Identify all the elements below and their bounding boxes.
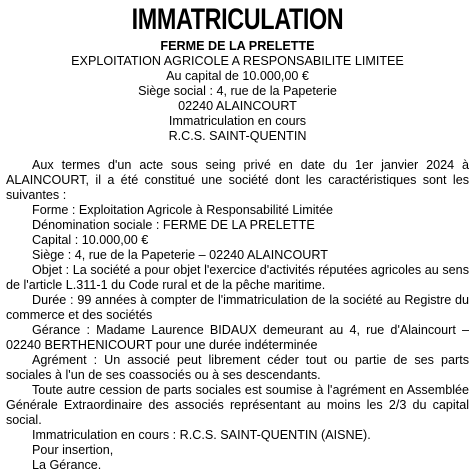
notice-body bbox=[6, 158, 469, 473]
forme-paragraph: Forme : Exploitation Agricole à Responsabilité Limitée bbox=[32, 203, 334, 217]
signature: La Gérance. bbox=[32, 458, 102, 472]
registration-status: Immatriculation en cours bbox=[168, 114, 307, 128]
denomination-paragraph: Dénomination sociale : FERME DE LA PRELETTE bbox=[32, 218, 315, 232]
notice-title: IMMATRICULATION bbox=[131, 3, 344, 36]
company-header bbox=[6, 39, 469, 144]
immatriculation-paragraph: Immatriculation en cours : R.C.S. SAINT-QUENTIN (AISNE). bbox=[32, 428, 371, 442]
objet-paragraph: Objet : La société a pour objet l'exercice d'activités réputées agricoles au sens de l'article L.311-1 du Code rural et de la pêche maritime. bbox=[6, 263, 469, 292]
cession-paragraph: Toute autre cession de parts sociales est soumise à l'agrément en Assemblée Générale Extraordinaire des associés représentant au moins les 2/3 du capital social. bbox=[6, 383, 469, 427]
agrement-paragraph: Agrément : Un associé peut librement céder tout ou partie de ses parts sociales à l'un de ses coassociés ou à ses descendants. bbox=[6, 353, 469, 382]
intro-paragraph: Aux termes d'un acte sous seing privé en date du 1er janvier 2024 à ALAINCOURT, il a été constitué une société dont les caractéristiques sont les suivantes : bbox=[6, 158, 469, 202]
duree-paragraph: Durée : 99 années à compter de l'immatriculation de la société au Registre du commerce et des sociétés bbox=[6, 293, 469, 322]
legal-form: EXPLOITATION AGRICOLE A RESPONSABILITE LIMITEE bbox=[71, 54, 404, 68]
registered-office: Siège social : 4, rue de la Papeterie bbox=[138, 84, 337, 98]
pour-insertion: Pour insertion, bbox=[32, 443, 114, 457]
trade-registry: R.C.S. SAINT-QUENTIN bbox=[168, 129, 307, 143]
share-capital: Au capital de 10.000,00 € bbox=[166, 69, 309, 83]
siege-paragraph: Siège : 4, rue de la Papeterie – 02240 ALAINCOURT bbox=[32, 248, 328, 262]
registered-office-postcode: 02240 ALAINCOURT bbox=[178, 99, 297, 113]
gerance-paragraph: Gérance : Madame Laurence BIDAUX demeurant au 4, rue d'Alaincourt – 02240 BERTHENICOURT pour une durée indéterminée bbox=[6, 323, 469, 352]
company-name: FERME DE LA PRELETTE bbox=[160, 39, 315, 53]
capital-paragraph: Capital : 10.000,00 € bbox=[32, 233, 149, 247]
